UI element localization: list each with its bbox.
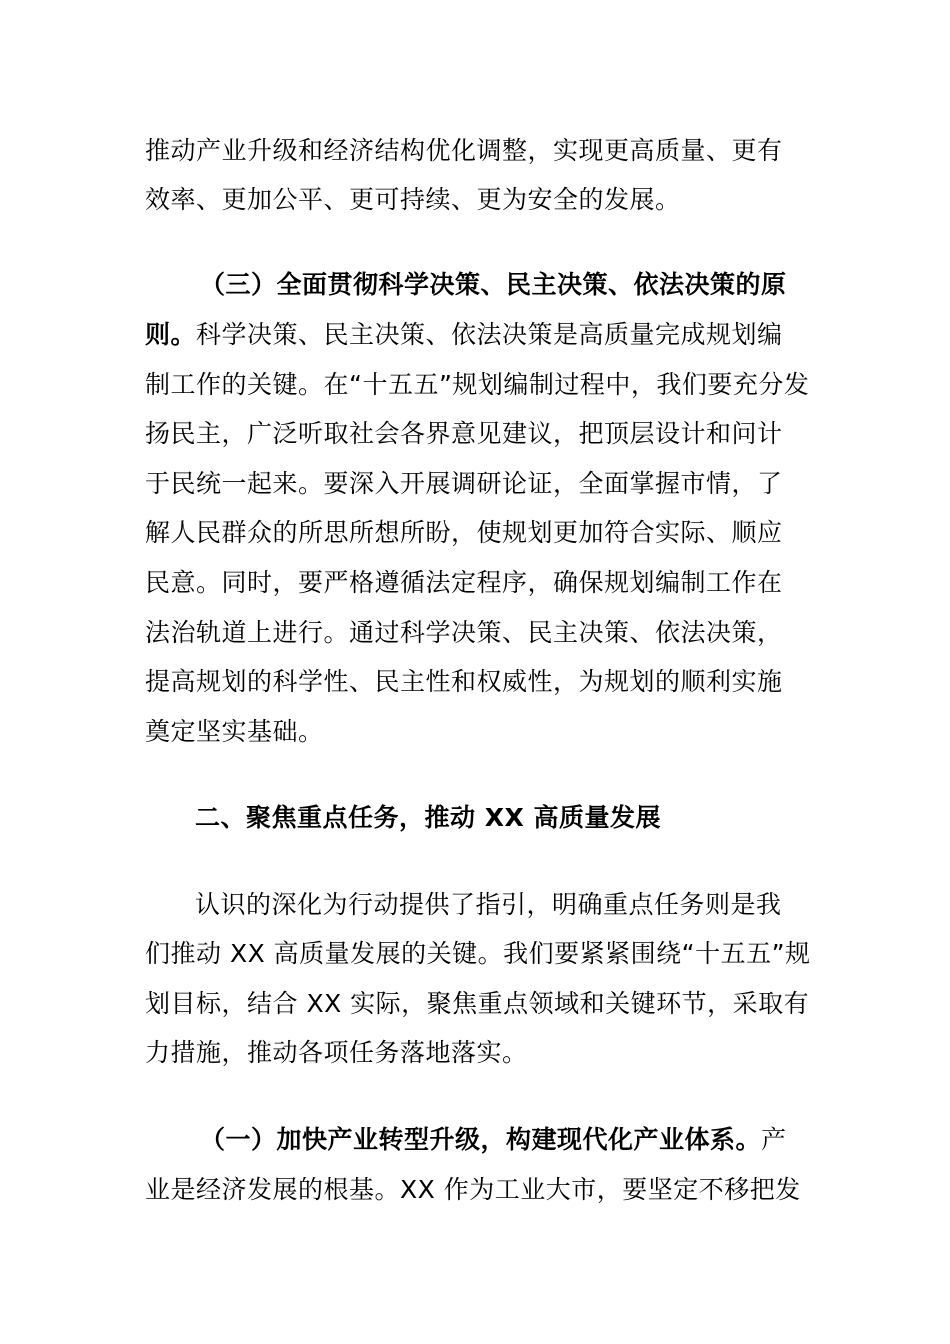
text-line: 认识的深化为行动提供了指引，明确重点任务则是我 [195,890,782,919]
section-heading-3: （三）全面贯彻科学决策、民主决策、依法决策的原 [200,270,787,299]
text-span: 科学决策、民主决策、依法决策是高质量完成规划编 [196,320,783,349]
text-line: 扬民主，广泛听取社会各界意见建议，把顶层设计和问计 [145,419,783,448]
text-line: 民意。同时，要严格遵循法定程序，确保规划编制工作在 [145,568,783,597]
text-line: 奠定坚实基础。 [145,717,324,746]
text-line: 提高规划的科学性、民主性和权威性，为规划的顺利实施 [145,667,783,696]
text-span: 产 [761,1125,787,1154]
text-line: 于民统一起来。要深入开展调研论证，全面掌握市情，了 [145,469,783,498]
text-line [145,318,783,352]
text-line: 业是经济发展的根基。XX 作为工业大市，要坚定不移把发 [145,1175,801,1204]
text-line: 效率、更加公平、更可持续、更为安全的发展。 [145,185,681,214]
chapter-heading: 二、聚焦重点任务，推动 XX 高质量发展 [195,803,661,832]
section-heading-1: （一）加快产业转型升级，构建现代化产业体系。 [200,1125,762,1154]
text-line: 法治轨道上进行。通过科学决策、民主决策、依法决策， [145,618,783,647]
text-line [200,1123,787,1157]
text-line: 力措施，推动各项任务落地落实。 [145,1038,528,1067]
text-line: 解人民群众的所思所想所盼，使规划更加符合实际、顺应 [145,518,783,547]
text-line: 制工作的关键。在“十五五”规划编制过程中，我们要充分发 [145,370,810,399]
text-line: 们推动 XX 高质量发展的关键。我们要紧紧围绕“十五五”规 [145,939,811,968]
text-line: 推动产业升级和经济结构优化调整，实现更高质量、更有 [145,136,783,165]
section-heading-3-end: 则。 [145,320,197,349]
text-line: 划目标，结合 XX 实际，聚焦重点领域和关键环节，采取有 [145,989,810,1018]
